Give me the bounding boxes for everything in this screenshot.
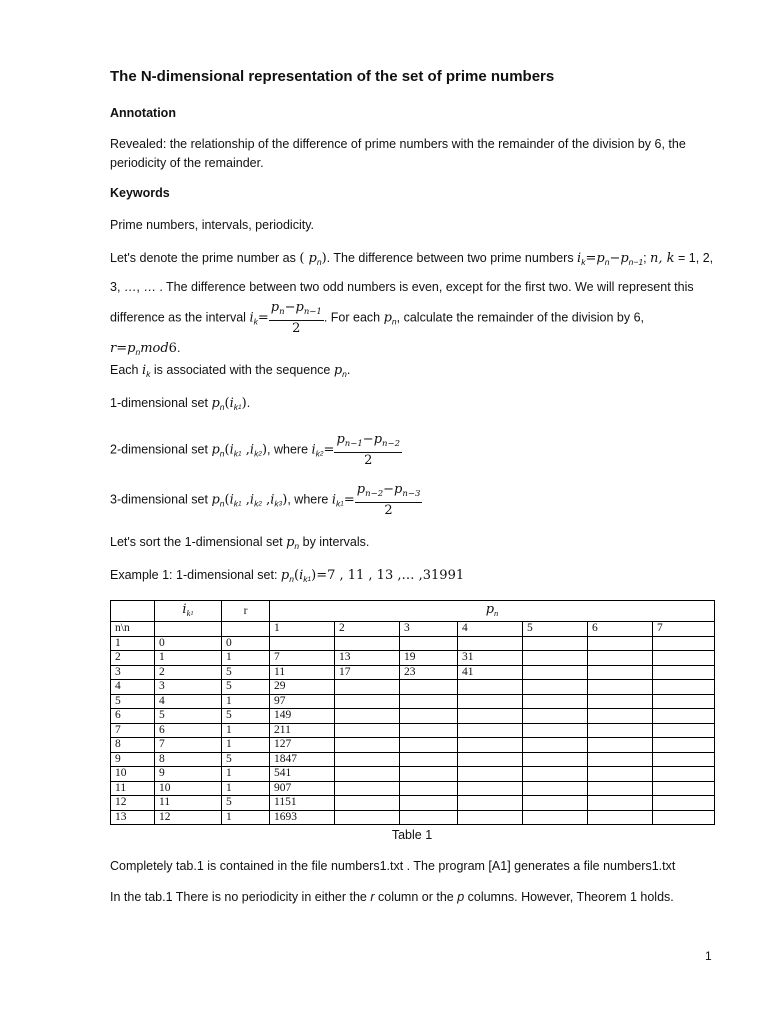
sort-paragraph: Let's sort the 1-dimensional set $p_n$ by intervals. [110,535,370,551]
table-cell [335,796,400,811]
table-cell: 11 [270,665,335,680]
table-cell [458,709,523,724]
table-cell: 7 [111,723,155,738]
table-cell [523,767,588,782]
table-cell: 541 [270,767,335,782]
table-cell [400,694,458,709]
table-cell [523,752,588,767]
table-cell: 5 [222,796,270,811]
table-cell [400,752,458,767]
table-cell [458,796,523,811]
table-cell [523,680,588,695]
table-cell: 29 [270,680,335,695]
table-cell [588,651,653,666]
table-cell: 23 [400,665,458,680]
table-cell [335,709,400,724]
keywords-text: Prime numbers, intervals, periodicity. [110,218,315,232]
table-cell: 3 [400,622,458,637]
table-cell: 10 [155,781,222,796]
table-cell: 1 [222,651,270,666]
table-cell: 211 [270,723,335,738]
table-cell [400,796,458,811]
table-cell: 1 [222,781,270,796]
table-cell: 12 [155,810,222,825]
table-cell: 149 [270,709,335,724]
table-subheader-row [111,622,715,637]
table-cell: 5 [222,752,270,767]
table-cell: 1693 [270,810,335,825]
table-cell: 1 [222,810,270,825]
table-cell: 127 [270,738,335,753]
table-row [111,781,715,796]
table-cell [588,810,653,825]
table-cell: 5 [523,622,588,637]
table-cell: 5 [155,709,222,724]
table-cell [588,665,653,680]
table-cell [335,738,400,753]
table-row [111,680,715,695]
table-cell: 10 [111,767,155,782]
table-cell: 5 [222,665,270,680]
table-cell: 0 [155,636,222,651]
table-cell: 4 [458,622,523,637]
table-cell [400,738,458,753]
table-cell: 13 [335,651,400,666]
periodicity-paragraph: In the tab.1 There is no periodicity in either the r column or the p columns. However, Theorem 1 holds. [110,890,674,904]
table-cell: 907 [270,781,335,796]
table-row [111,636,715,651]
table-cell [588,694,653,709]
table-cell [335,781,400,796]
table-cell [588,738,653,753]
table-cell: 0 [222,636,270,651]
table-cell: 3 [111,665,155,680]
table-cell [458,636,523,651]
table-cell: 1 [222,723,270,738]
table-row [111,665,715,680]
keywords-heading: Keywords [110,186,170,200]
table-header-pn: $p_n$ [270,601,715,622]
table-cell [400,810,458,825]
table-cell [335,767,400,782]
file-paragraph: Completely tab.1 is contained in the file numbers1.txt . The program [A1] generates a file numbers1.txt [110,859,676,873]
table-cell [400,723,458,738]
table-cell [335,810,400,825]
table-cell: 9 [155,767,222,782]
association-paragraph: Each $i_k$ is associated with the sequence $p_n$. [110,363,351,379]
table-cell: 11 [111,781,155,796]
table-cell: 1 [155,651,222,666]
table-cell [335,752,400,767]
table-cell [653,781,715,796]
table-cell [400,709,458,724]
table-row [111,723,715,738]
table-cell: 5 [222,680,270,695]
table-cell: 1847 [270,752,335,767]
table-cell [458,810,523,825]
table-header-ik: $i_k1$ [155,601,222,622]
table-cell: 8 [111,738,155,753]
table-cell [653,723,715,738]
table-cell [458,767,523,782]
table-cell: 11 [155,796,222,811]
table-row [111,796,715,811]
table-cell [523,665,588,680]
table-cell: n\n [111,622,155,637]
table-cell [335,636,400,651]
table-cell [523,796,588,811]
table-cell [222,622,270,637]
table-caption: Table 1 [391,828,433,842]
table-cell: 13 [111,810,155,825]
table-row [111,810,715,825]
table-cell: 17 [335,665,400,680]
table-cell [653,651,715,666]
table-cell [458,680,523,695]
table-cell [588,636,653,651]
table-cell: 4 [155,694,222,709]
table-cell: 1 [222,694,270,709]
table-cell [458,723,523,738]
set-1d: 1-dimensional set $p_n(i_k1)$. [110,396,251,412]
definition-paragraph: Let's denote the prime number as ( $p_n$). The difference between two prime numbers $i_k=p_n-p_{n-1}$; n, k = 1, 2, 3, …, … . The difference between two odd numbers is even, except for the first two. We will represent this difference as the interval $i_k=$ $\frac{p_n-p_{n-1}}{2}$ . For each $p_n$, calculate the remainder of the division by 6, $r=p_nmod6$. [110,251,714,357]
table-cell: 97 [270,694,335,709]
table-cell [335,694,400,709]
table-cell [653,796,715,811]
table-cell [523,694,588,709]
table-cell: 1 [270,622,335,637]
table-cell: 5 [222,709,270,724]
annotation-heading: Annotation [110,106,176,120]
table-row [111,709,715,724]
annotation-text: Revealed: the relationship of the difference of prime numbers with the remainder of the division by 6, the periodicity of the remainder. [110,137,686,170]
table-cell [653,752,715,767]
table-cell [458,738,523,753]
table-cell [523,810,588,825]
table-cell [588,752,653,767]
table-cell: 4 [111,680,155,695]
table-row [111,752,715,767]
page-number: 1 [705,949,712,963]
table-cell [588,709,653,724]
table-cell: 19 [400,651,458,666]
table-cell [523,723,588,738]
table-cell: 2 [335,622,400,637]
table-header-row [111,601,715,622]
table-cell [653,636,715,651]
table-cell [588,781,653,796]
page-title: The N-dimensional representation of the set of prime numbers [110,68,555,85]
table-row [111,738,715,753]
table-row [111,767,715,782]
table-cell [523,781,588,796]
table-cell [653,767,715,782]
table-cell [458,752,523,767]
table-cell: 1 [222,767,270,782]
table-row [111,651,715,666]
table-cell: 7 [653,622,715,637]
set-2d: 2-dimensional set $p_n(i_k1$ $,i_k2$), where $i_k2=$ $\frac{p_{n-1}-p_{n-2}}{2}$ [110,432,401,468]
table-cell: 6 [155,723,222,738]
table-cell [458,694,523,709]
table-cell: 2 [111,651,155,666]
table-cell: 12 [111,796,155,811]
table-header-r: r [222,601,270,622]
table-cell: 6 [111,709,155,724]
table-cell [335,723,400,738]
table-cell [523,636,588,651]
table-cell [400,781,458,796]
table-cell [335,680,400,695]
table-cell: 41 [458,665,523,680]
table-cell: 5 [111,694,155,709]
table-cell [653,810,715,825]
table-cell [155,622,222,637]
table-cell [400,767,458,782]
table-cell [523,738,588,753]
table-cell [523,709,588,724]
table-cell: 6 [588,622,653,637]
table-cell [653,709,715,724]
table-cell [653,738,715,753]
table-cell: 31 [458,651,523,666]
table-header-cell [111,601,155,622]
table-cell: 2 [155,665,222,680]
table-cell: 1 [111,636,155,651]
table-cell: 7 [270,651,335,666]
table-cell: 3 [155,680,222,695]
table-cell [653,680,715,695]
table-cell [458,781,523,796]
table-row [111,694,715,709]
table-cell [588,796,653,811]
table-cell [270,636,335,651]
table-cell [523,651,588,666]
table-cell [653,665,715,680]
table-cell: 1151 [270,796,335,811]
table-cell [400,636,458,651]
table-cell [588,680,653,695]
set-3d: 3-dimensional set $p_n(i_k1$ $,i_k2$ $,i_k3$), where $i_k1=$ $\frac{p_{n-2}-p_{n-3}}{2}$ [110,482,421,518]
table-cell: 9 [111,752,155,767]
table-cell: 7 [155,738,222,753]
example-1: Example 1: 1-dimensional set: $p_n(i_k1)=7$ , 11 , 13 ,… ,31991 [110,568,465,584]
table-cell [588,767,653,782]
table-cell [653,694,715,709]
table-cell: 8 [155,752,222,767]
table-body [111,622,715,825]
table-cell [400,680,458,695]
table-1 [110,600,715,825]
table-cell [588,723,653,738]
table-cell: 1 [222,738,270,753]
